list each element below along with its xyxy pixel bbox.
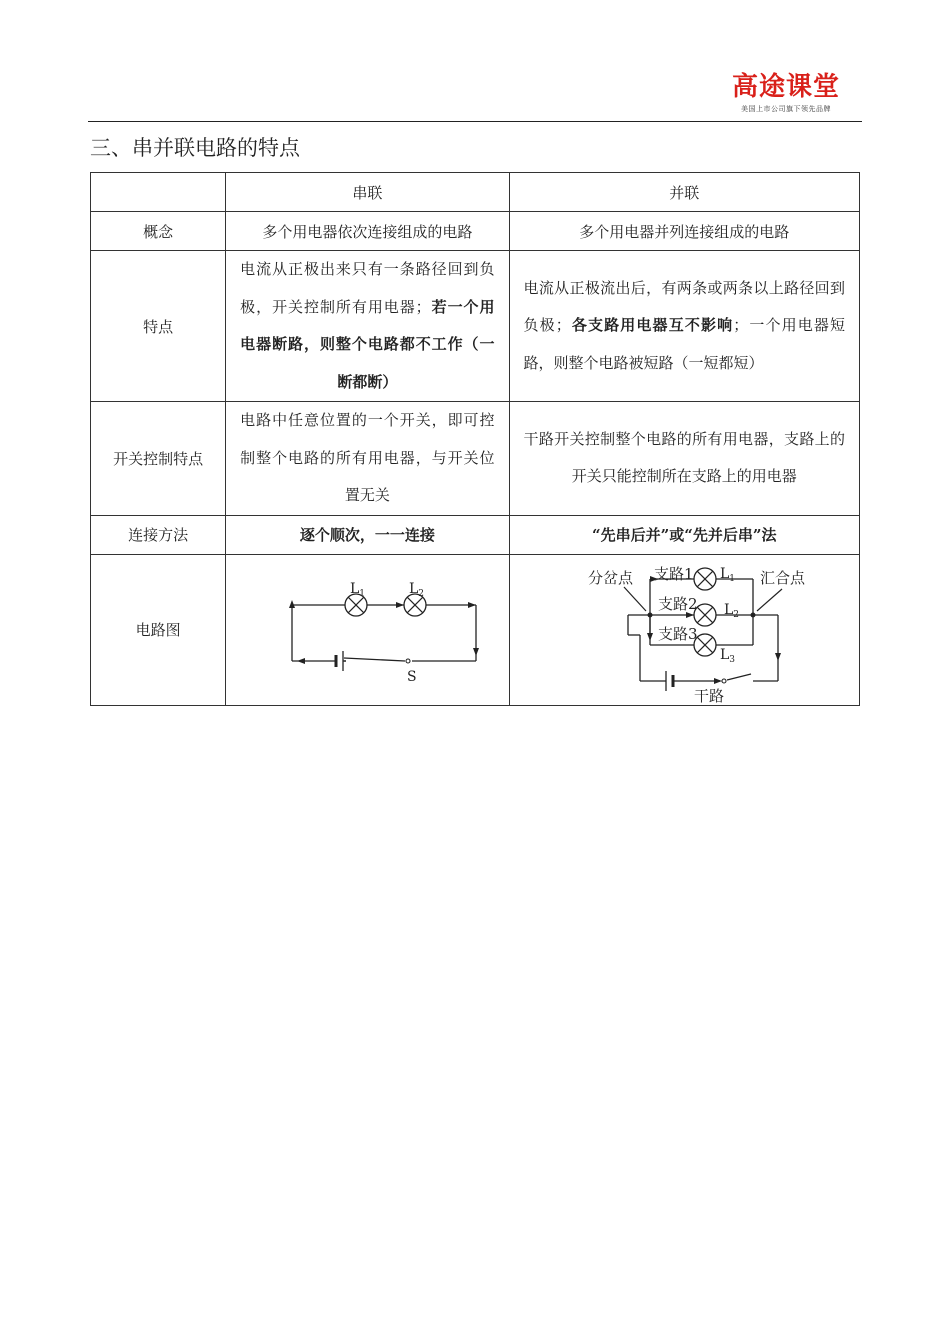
features-parallel-cell bbox=[509, 251, 859, 402]
parallel-diagram-cell bbox=[509, 554, 859, 705]
brand-logo bbox=[732, 72, 840, 114]
logo-tagline: 美国上市公司旗下领先品牌 bbox=[740, 105, 831, 113]
header-cell-series: 串联 bbox=[226, 173, 509, 212]
series-diagram-cell bbox=[226, 554, 509, 705]
section-title: 三、串并联电路的特点 bbox=[90, 136, 300, 160]
logo-text: 高途课堂 bbox=[731, 72, 840, 102]
concept-parallel: 多个用电器并列连接组成的电路 bbox=[509, 212, 859, 251]
arrow-left-icon bbox=[297, 658, 305, 664]
header-cell-parallel: 并联 bbox=[509, 173, 859, 212]
arrow-left-icon bbox=[714, 678, 722, 684]
branch3-label: 支路3 bbox=[657, 624, 698, 643]
table-row-diagram bbox=[91, 554, 860, 705]
arrow-right-icon bbox=[396, 602, 404, 608]
features-series-text bbox=[240, 251, 494, 401]
comparison-table bbox=[90, 172, 860, 706]
table-row-method bbox=[91, 515, 860, 554]
header-divider bbox=[88, 121, 862, 122]
features-parallel-prefix: 电流从正极流出后，有两条或两条以上路径回到负极； bbox=[523, 278, 845, 335]
switch-series-text: 电路中任意位置的一个开关，即可控制整个电路的所有用电器，与开关位置无关 bbox=[240, 411, 495, 504]
row-label-features: 特点 bbox=[91, 251, 226, 402]
features-parallel-text bbox=[524, 270, 845, 383]
arrow-up-icon bbox=[289, 600, 295, 608]
branch1-label: 支路1 bbox=[653, 564, 694, 583]
parallel-lamp-1 bbox=[694, 568, 716, 590]
switch-series-cell bbox=[226, 402, 509, 516]
switch-parallel-cell bbox=[509, 402, 859, 516]
branch2-label: 支路2 bbox=[657, 594, 698, 613]
features-series-bold: 若一个用电器断路，则整个电路都不工作（一断都断） bbox=[240, 297, 495, 391]
table-row-concept bbox=[91, 212, 860, 251]
parallel-circuit-diagram bbox=[524, 555, 874, 705]
row-label-switch: 开关控制特点 bbox=[91, 402, 226, 516]
table-row-features bbox=[91, 251, 860, 402]
arrow-down-icon bbox=[775, 653, 781, 661]
parallel-lamp3-label: $L_3$ bbox=[719, 646, 735, 665]
row-label-diagram: 电路图 bbox=[91, 554, 226, 705]
features-series-cell bbox=[226, 251, 509, 402]
series-lamp2-label: $L_2$ bbox=[409, 580, 425, 599]
concept-series: 多个用电器依次连接组成的电路 bbox=[226, 212, 509, 251]
features-parallel-bold: 各支路用电器互不影响 bbox=[570, 316, 734, 335]
switch-parallel-text: 干路开关控制整个电路的所有用电器，支路上的开关只能控制所在支路上的用电器 bbox=[523, 429, 845, 486]
series-circuit-diagram bbox=[240, 555, 523, 705]
method-series: 逐个顺次，一一连接 bbox=[226, 515, 509, 554]
split-point-label: 分岔点 bbox=[587, 568, 633, 587]
switch-contact-icon bbox=[406, 659, 410, 663]
series-switch-label: S bbox=[407, 668, 417, 685]
features-parallel-suffix: ；一个用电器短路，则整个电路被短路（一短都短） bbox=[523, 316, 845, 372]
parallel-lamp2-label: $L_2$ bbox=[723, 601, 739, 620]
method-parallel: “先串后并”或“先并后串”法 bbox=[509, 515, 859, 554]
arrow-down-icon bbox=[473, 648, 479, 656]
header-cell-empty bbox=[91, 173, 226, 212]
switch-contact-icon bbox=[722, 679, 726, 683]
parallel-lamp1-label: $L_1$ bbox=[719, 565, 735, 584]
series-lamp1-label: $L_1$ bbox=[350, 580, 366, 599]
merge-node-icon bbox=[750, 612, 755, 617]
main-line-label: 干路 bbox=[693, 686, 724, 705]
table-row-switch bbox=[91, 402, 860, 516]
arrow-right-icon bbox=[468, 602, 476, 608]
arrow-down-icon bbox=[647, 633, 653, 641]
features-series-normal: 电流从正极出来只有一条路径回到负极，开关控制所有用电器； bbox=[240, 260, 495, 316]
table-header-row bbox=[91, 173, 860, 212]
row-label-concept: 概念 bbox=[91, 212, 226, 251]
row-label-method: 连接方法 bbox=[91, 515, 226, 554]
merge-point-label: 汇合点 bbox=[759, 568, 805, 587]
split-node-icon bbox=[647, 612, 652, 617]
